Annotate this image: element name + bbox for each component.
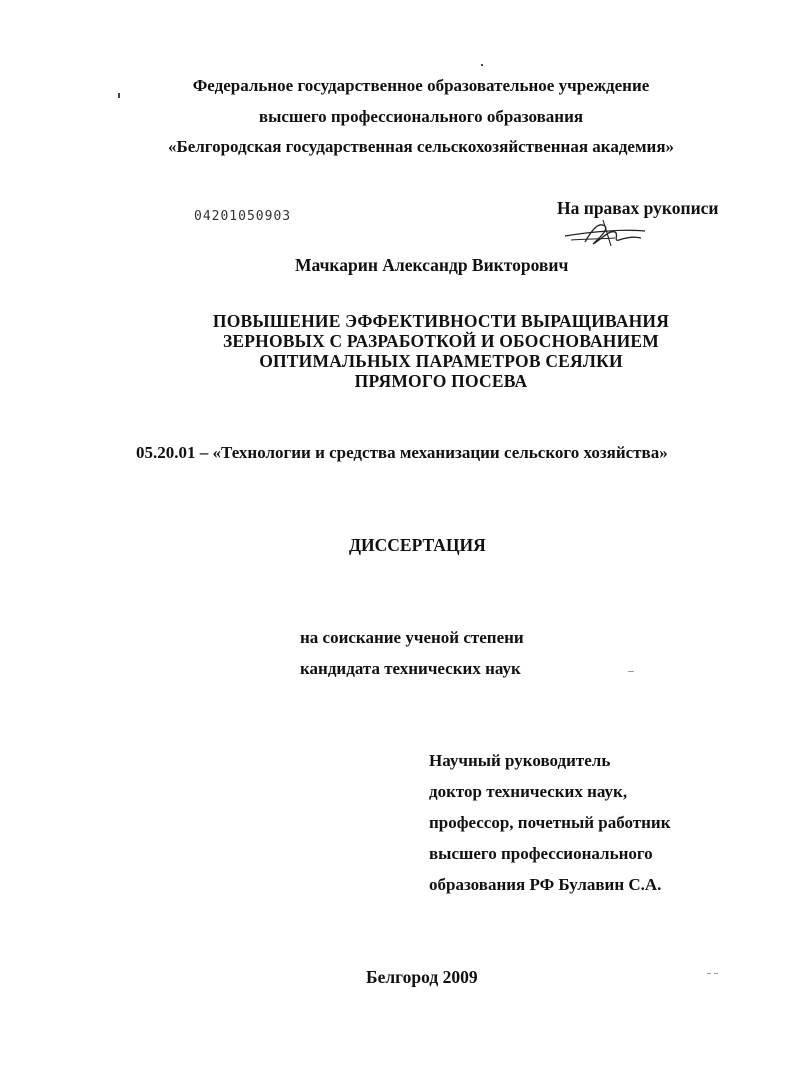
archive-code: 04201050903: [194, 209, 292, 224]
scan-speck: [714, 973, 718, 974]
degree-line-1: на соискание ученой степени: [300, 628, 524, 647]
supervisor-line-1: Научный руководитель: [429, 751, 611, 770]
institution-line-2: высшего профессионального образования: [258, 107, 584, 126]
degree-line-2: кандидата технических наук: [300, 659, 521, 678]
thesis-title-line-3: ОПТИМАЛЬНЫХ ПАРАМЕТРОВ СЕЯЛКИ: [259, 351, 623, 371]
document-type: ДИССЕРТАЦИЯ: [349, 535, 486, 555]
scan-speck: [628, 671, 634, 672]
supervisor-line-2: доктор технических наук,: [429, 782, 628, 801]
thesis-title-line-2: ЗЕРНОВЫХ С РАЗРАБОТКОЙ И ОБОСНОВАНИЕМ: [222, 331, 660, 351]
supervisor-line-5: образования РФ Булавин С.А.: [429, 875, 662, 894]
manuscript-note: На правах рукописи: [557, 198, 719, 218]
thesis-title-line-4: ПРЯМОГО ПОСЕВА: [354, 371, 528, 391]
supervisor-line-4: высшего профессионального: [429, 844, 653, 863]
city-year: Белгород 2009: [366, 967, 478, 987]
signature: [563, 218, 653, 248]
supervisor-line-3: профессор, почетный работник: [429, 813, 671, 832]
specialty: 05.20.01 – «Технологии и средства механизации сельского хозяйства»: [136, 443, 668, 462]
institution-line-1: Федеральное государственное образовательное учреждение: [192, 76, 650, 95]
thesis-title-line-1: ПОВЫШЕНИЕ ЭФФЕКТИВНОСТИ ВЫРАЩИВАНИЯ: [212, 311, 670, 331]
scan-speck: [481, 64, 483, 66]
institution-line-3: «Белгородская государственная сельскохозяйственная академия»: [167, 137, 675, 156]
scan-speck: [707, 973, 711, 974]
scan-speck: [118, 93, 120, 98]
author-name: Мачкарин Александр Викторович: [295, 255, 569, 275]
